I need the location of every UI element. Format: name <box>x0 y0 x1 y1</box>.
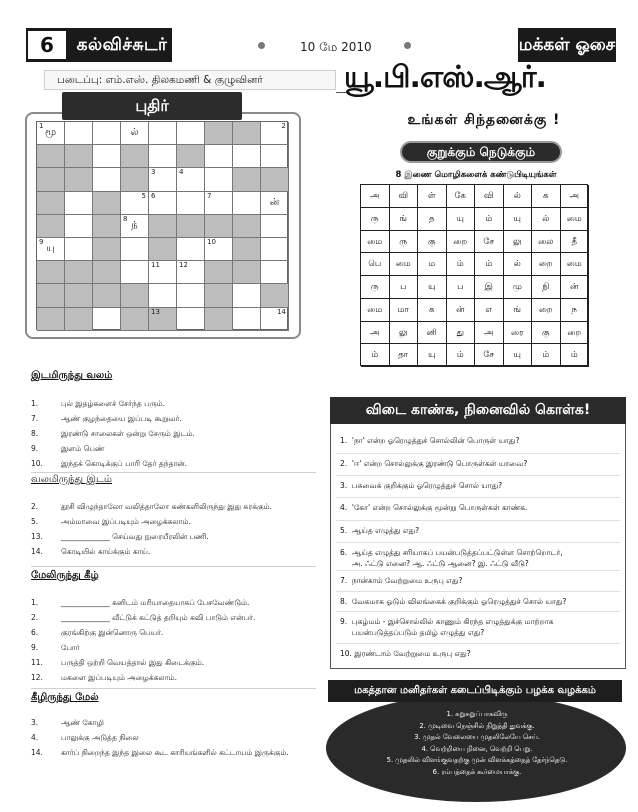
crossword-cell <box>233 238 261 261</box>
clue-number: 13 <box>151 307 160 316</box>
word-search-cell: கு <box>418 231 447 254</box>
clue-item-number: 5. <box>31 517 39 526</box>
crossword-cell <box>93 215 121 238</box>
crossword-cell <box>233 261 261 284</box>
habit-item: 5. முதலில் விளங்குவதற்கு முன் விளக்கத்தைத் தேர்ந்தெடு. <box>386 756 568 764</box>
clue-item-text: பருத்தி ஒற்றி வெயத்தால் இது கிடைக்கும். <box>61 658 205 667</box>
rtl-heading: வலமிருந்து இடம் <box>31 474 112 485</box>
word-search-cell: மை <box>390 253 419 276</box>
crossword-cell <box>121 192 149 215</box>
crossword-cell <box>205 261 233 284</box>
clue-item-number: 10. <box>31 459 43 468</box>
down-heading: மேலிருந்து கீழ் <box>31 570 99 581</box>
clue-item-number: 4. <box>31 733 39 742</box>
crossword-cell <box>233 284 261 307</box>
crossword-cell <box>121 215 149 238</box>
clue-item <box>31 502 321 512</box>
word-search-cell: ப <box>447 276 476 299</box>
crossword-cell <box>177 168 205 191</box>
crossword-cell <box>177 308 205 331</box>
crossword-cell <box>205 192 233 215</box>
crossword-cell <box>261 284 289 307</box>
clue-item-text: குரங்கிற்கு இன்னொரு பெயர். <box>61 628 164 637</box>
word-search-cell: ரை <box>504 322 533 345</box>
clue-item <box>31 429 321 439</box>
clue-item-text: ஆண் குழந்தையை இப்படி கூறுவர். <box>61 414 182 423</box>
word-search-cell: க <box>532 185 561 208</box>
crossword-cell <box>149 145 177 168</box>
crossword-cell <box>149 308 177 331</box>
clue-item-text: மகளை இப்படியும் அழைக்கலாம். <box>61 673 177 682</box>
clue-item-number: 3. <box>31 718 39 727</box>
clue-item-text: _____________ வீட்டுக் கட்டுத் தறியும் கவி பாடும் என்பர். <box>61 613 256 622</box>
crossword-letter: மூ <box>44 127 57 138</box>
crossword-cell <box>121 145 149 168</box>
crossword-letter: யு <box>46 243 55 254</box>
crossword-cell <box>261 238 289 261</box>
clue-item-number: 7. <box>31 414 39 423</box>
clue-number: 12 <box>179 261 188 270</box>
clue-item-number: 12. <box>31 673 43 682</box>
crossword-cell <box>121 308 149 331</box>
quiz-question: 9. புகழ்மம் - இச்சொல்லில் காணும் கிரந்த எழுத்துக்கு மாற்றாக பயன்படுத்தப்படும் தமிழ் எழுத்து எது? <box>340 617 554 637</box>
crossword-cell <box>177 122 205 145</box>
crossword-cell <box>93 284 121 307</box>
paper-name: மக்கள் ஓசை <box>518 35 616 55</box>
word-search-cell: ங் <box>504 299 533 322</box>
crossword-cell <box>37 308 65 331</box>
word-search-cell: அ <box>561 185 590 208</box>
crossword-cell <box>93 308 121 331</box>
clue-item <box>31 628 321 638</box>
habit-item: 1. சுறுசுறுப்பாகவிரு <box>446 710 508 718</box>
divider <box>336 542 620 543</box>
clue-item <box>31 673 321 683</box>
clue-number: 11 <box>151 261 160 270</box>
word-search-instruction: 8 இணை மொழிகளைக் கண்டுபிடியுங்கள் <box>395 170 557 180</box>
clue-item-text: _____________ கனிடம் மரியாதையாகப் பேசவேண்டும். <box>61 598 250 607</box>
word-search-cell: றை <box>561 322 590 345</box>
habit-item: 2. முடிவை நெஞ்சில் நிறுத்தி துவக்கு. <box>419 721 535 730</box>
crossword-cell <box>177 238 205 261</box>
word-search-cell: ம் <box>447 344 476 367</box>
publication-date: 10 மே 2010 <box>300 40 372 54</box>
clue-item-text: பாலுக்கு அடுத்த நிலை <box>61 733 139 742</box>
word-search-cell: ல் <box>504 185 533 208</box>
clue-item-number: 6. <box>31 628 39 637</box>
word-search-cell: றை <box>447 231 476 254</box>
crossword-cell <box>149 261 177 284</box>
word-search-cell: அ <box>361 322 390 345</box>
word-search-cell: ம் <box>475 253 504 276</box>
crossword-cell <box>261 122 289 145</box>
crossword-cell <box>233 122 261 145</box>
crossword-cell <box>261 168 289 191</box>
clue-item-number: 14. <box>31 748 43 757</box>
clue-number: 10 <box>207 238 216 246</box>
word-search-cell: ரு <box>361 276 390 299</box>
crossword-cell <box>233 215 261 238</box>
clue-item-number: 9. <box>31 643 39 652</box>
word-search-cell: ம் <box>561 344 590 367</box>
clue-item-text: போர் <box>61 643 80 652</box>
clue-number: 6 <box>151 191 156 200</box>
clue-item-number: 8. <box>31 429 39 438</box>
word-search-heading: உங்கள் சிந்தனைக்கு ! <box>407 112 561 128</box>
crossword-cell <box>261 308 289 331</box>
clue-item-text: இந்தக் கொடிக்குப் பாரி தேர் தந்தான். <box>61 459 188 468</box>
crossword-cell <box>121 168 149 191</box>
word-search-cell: ல் <box>504 253 533 276</box>
clue-item-text: ஆண் கோழி <box>61 718 104 727</box>
word-search-cell: மு <box>504 276 533 299</box>
crossword-letter: ல் <box>130 127 139 138</box>
crossword-cell <box>65 284 93 307</box>
clue-item-number: 9. <box>31 444 39 453</box>
word-search-cell: றை <box>532 253 561 276</box>
word-search-cell: லு <box>504 231 533 254</box>
crossword-cell <box>261 145 289 168</box>
clue-item-number: 11. <box>31 658 43 667</box>
crossword-cell <box>37 168 65 191</box>
quiz-question: 3. பசுவைக் குறிக்கும் ஓரெழுத்துச் சொல் யாது? <box>340 481 503 490</box>
quiz-question: 1. 'நா' என்ற ஓரெழுத்துச் சொல்லின் பொருள் யாது? <box>340 436 520 445</box>
crossword-cell <box>205 122 233 145</box>
word-search-cell: ரு <box>390 231 419 254</box>
crossword-cell <box>93 238 121 261</box>
crossword-cell <box>121 238 149 261</box>
crossword-cell <box>149 122 177 145</box>
crossword-cell <box>233 192 261 215</box>
habit-item: 4. வெற்றியை நினை, வெற்றி பெறு. <box>421 744 533 753</box>
crossword-grid <box>36 121 288 330</box>
word-search-cell: மை <box>361 299 390 322</box>
up-heading: கீழிருந்து மேல் <box>31 692 99 703</box>
crossword-cell <box>93 192 121 215</box>
divider <box>336 520 620 521</box>
credit-line: படைப்பு: எம்.எஸ். திலகமணி & குழுவினர் <box>44 70 336 90</box>
word-search-cell: கே <box>447 185 476 208</box>
divider <box>336 611 620 612</box>
crossword-cell <box>205 145 233 168</box>
puzzle-title: புதிர் <box>135 96 169 115</box>
clue-item-text: _____________ செய்வது நுரையீரலின் பணி. <box>61 532 209 541</box>
quiz-title: விடை காண்க, நினைவில் கொள்க! <box>365 402 591 418</box>
divider <box>336 497 620 498</box>
crossword-cell <box>233 308 261 331</box>
section-name: கல்விச்சுடர் <box>76 35 168 55</box>
crossword-cell <box>65 168 93 191</box>
word-search-cell: தீ <box>561 231 590 254</box>
clue-item-text: கொடியில் காய்க்கும் காய். <box>61 547 151 556</box>
word-search-cell: இ <box>475 276 504 299</box>
word-search-cell: ன் <box>561 276 590 299</box>
clue-item <box>31 444 321 454</box>
crossword-cell <box>65 238 93 261</box>
crossword-cell <box>149 192 177 215</box>
word-search-cell: ம் <box>361 344 390 367</box>
clue-item-number: 2. <box>31 613 39 622</box>
crossword-letter: ன் <box>269 196 280 208</box>
clue-item-text: தூசி விழுந்தாலோ வலித்தாலோ கண்களிலிருந்து இது சுரக்கும். <box>61 502 273 511</box>
crossword-cell <box>149 215 177 238</box>
crossword-cell <box>93 145 121 168</box>
crossword-cell <box>65 145 93 168</box>
quiz-question: 4. 'கோ' என்ற சொல்லுக்கு மூன்று பொருள்கள் காண்க. <box>340 503 528 512</box>
word-search-grid <box>360 184 588 366</box>
clue-item <box>31 414 321 424</box>
habits-title: மகத்தான மனிதர்கள் கடைப்பிடிக்கும் பழக்க வழக்கம் <box>354 685 596 696</box>
clue-number: 1 <box>39 122 44 130</box>
clue-item <box>31 718 321 728</box>
quiz-question: 2. 'ஈ' என்ற சொல்லுக்கு இரண்டு பொருள்கள் யாவை? <box>340 459 528 468</box>
clue-item <box>31 598 321 608</box>
habit-item: 6. ரம்பத்தைக் கூர்மையாக்கு. <box>432 767 522 776</box>
clue-number: 3 <box>151 168 156 177</box>
crossword-cell <box>233 168 261 191</box>
crossword-cell <box>177 261 205 284</box>
crossword-cell <box>177 215 205 238</box>
crossword-cell <box>177 192 205 215</box>
quiz-question: 7. நான்காம் வேற்றுமை உருபு எது? <box>340 576 463 585</box>
crossword-cell <box>37 284 65 307</box>
word-search-cell: தா <box>390 344 419 367</box>
word-search-cell: ல் <box>532 208 561 231</box>
word-search-cell: து <box>447 322 476 345</box>
word-search-cell: எ <box>475 299 504 322</box>
clue-item-text: கார்ப் நிறைந்த இந்த இலை கூட காரியங்களில் கட்டாயம் இருக்கும். <box>61 748 289 757</box>
clue-item <box>31 613 321 623</box>
clue-item-number: 1. <box>31 598 39 607</box>
crossword-cell <box>37 122 65 145</box>
crossword-cell <box>177 284 205 307</box>
word-search-cell: ம் <box>532 344 561 367</box>
word-search-cell: யு <box>418 344 447 367</box>
crossword-cell <box>205 284 233 307</box>
word-search-cell: மை <box>561 253 590 276</box>
clue-number: 14 <box>277 307 286 316</box>
crossword-cell <box>37 238 65 261</box>
bullet-dot-icon <box>404 42 411 49</box>
quiz-question: 6. ஆய்த எழுத்து சரியாகப் பயன்படுத்தப்பட்டுள்ள சொற்றொடர், அ. ஃட்டு எனை? ஆ. ஃட்டு ஆனை? இ. ஃட்டு வீடு? <box>340 548 563 568</box>
crossword-cell <box>205 215 233 238</box>
clue-item <box>31 547 321 557</box>
word-search-cell: சே <box>475 231 504 254</box>
clue-number: 7 <box>207 191 212 200</box>
crossword-cell <box>121 122 149 145</box>
crossword-cell <box>65 192 93 215</box>
word-search-cell: யு <box>504 208 533 231</box>
divider <box>336 475 620 476</box>
crossword-cell <box>121 261 149 284</box>
crossword-cell <box>65 122 93 145</box>
clue-item-text: இளம் பெண் <box>61 444 105 453</box>
crossword-cell <box>65 215 93 238</box>
divider <box>336 453 620 454</box>
word-search-cell: யு <box>504 344 533 367</box>
crossword-cell <box>37 145 65 168</box>
quiz-question: 8. வேகமாக ஓடும் விலங்கைக் குறிக்கும் ஓரெழுத்துச் சொல் யாது? <box>340 597 567 606</box>
word-search-cell: னி <box>418 322 447 345</box>
word-search-cell: ப <box>390 276 419 299</box>
word-search-cell: வி <box>475 185 504 208</box>
clue-item-text: புல் இதழ்களைச் சேர்ந்த பரும். <box>61 399 166 408</box>
word-search-cell: வி <box>390 185 419 208</box>
clue-item <box>31 733 321 743</box>
crossword-cell <box>37 215 65 238</box>
habit-item: 3. முதல் வேலையை முதலிலேயே செய். <box>414 733 540 741</box>
word-search-cell: ரு <box>361 208 390 231</box>
crossword-cell <box>121 284 149 307</box>
word-search-cell: மை <box>561 208 590 231</box>
word-search-cell: அ <box>361 185 390 208</box>
crossword-cell <box>205 238 233 261</box>
crossword-cell <box>261 215 289 238</box>
crossword-cell <box>149 284 177 307</box>
word-search-cell: ம் <box>475 208 504 231</box>
quiz-question: 5. ஆய்த எழுத்து எது? <box>340 526 420 535</box>
clue-item-number: 13. <box>31 532 43 541</box>
crossword-cell <box>37 261 65 284</box>
crossword-cell <box>93 261 121 284</box>
exam-title: யூ.பி.எஸ்.ஆர். <box>344 60 546 95</box>
word-search-cell: யு <box>418 276 447 299</box>
quiz-question: 10. இரண்டாம் வேற்றுமை உருபு எது? <box>340 649 471 658</box>
bullet-dot-icon <box>258 42 265 49</box>
clue-item-text: இரண்டு சாலைகள் ஒன்று சேரும் இடம். <box>61 429 195 438</box>
word-search-cell: சே <box>475 344 504 367</box>
crossword-cell <box>261 192 289 215</box>
clue-number: 5 <box>141 191 146 200</box>
divider <box>336 591 620 592</box>
word-search-cell: யு <box>447 208 476 231</box>
divider <box>31 688 316 689</box>
crossword-cell <box>149 168 177 191</box>
crossword-cell <box>205 168 233 191</box>
clue-number: 9 <box>39 238 44 246</box>
page-number: 6 <box>28 31 66 59</box>
crossword-cell <box>233 145 261 168</box>
crossword-letter: ந் <box>131 219 138 231</box>
word-search-badge-label: குறுக்கும் நெடுக்கும் <box>426 145 536 159</box>
word-search-cell: பெ <box>361 253 390 276</box>
clue-item-text: அம்மாவை இப்படியும் அழைக்கலாம். <box>61 517 191 526</box>
clue-item <box>31 748 321 758</box>
clue-item <box>31 658 321 668</box>
clue-item-number: 14. <box>31 547 43 556</box>
divider <box>336 570 620 571</box>
crossword-cell <box>93 168 121 191</box>
clue-item <box>31 399 321 409</box>
crossword-cell <box>93 122 121 145</box>
word-search-cell: ன் <box>447 299 476 322</box>
word-search-cell: லை <box>532 231 561 254</box>
word-search-cell: நி <box>532 276 561 299</box>
clue-item <box>31 517 321 527</box>
clue-number: 4 <box>179 168 184 177</box>
crossword-cell <box>65 261 93 284</box>
word-search-cell: க <box>418 299 447 322</box>
crossword-cell <box>37 192 65 215</box>
crossword-cell <box>177 145 205 168</box>
clue-item <box>31 459 321 469</box>
word-search-cell: மை <box>361 231 390 254</box>
word-search-cell: றை <box>532 299 561 322</box>
clue-item-number: 1. <box>31 399 39 408</box>
word-search-cell: கு <box>532 322 561 345</box>
crossword-cell <box>261 261 289 284</box>
word-search-cell: ம் <box>447 253 476 276</box>
word-search-cell: லு <box>390 322 419 345</box>
divider <box>31 472 316 473</box>
word-search-cell: ங் <box>390 208 419 231</box>
clue-item <box>31 532 321 542</box>
word-search-cell: மா <box>390 299 419 322</box>
word-search-cell: அ <box>475 322 504 345</box>
clue-number: 2 <box>281 122 286 130</box>
word-search-cell: ம <box>418 253 447 276</box>
clue-number: 8 <box>123 214 128 223</box>
word-search-cell: ள் <box>418 185 447 208</box>
word-search-cell: ந <box>561 299 590 322</box>
across-heading: இடமிருந்து வலம் <box>31 370 113 381</box>
crossword-cell <box>65 308 93 331</box>
crossword-cell <box>205 308 233 331</box>
crossword-cell <box>149 238 177 261</box>
divider <box>336 643 620 644</box>
clue-item-number: 2. <box>31 502 39 511</box>
word-search-cell: த <box>418 208 447 231</box>
clue-item <box>31 643 321 653</box>
divider <box>31 566 316 567</box>
